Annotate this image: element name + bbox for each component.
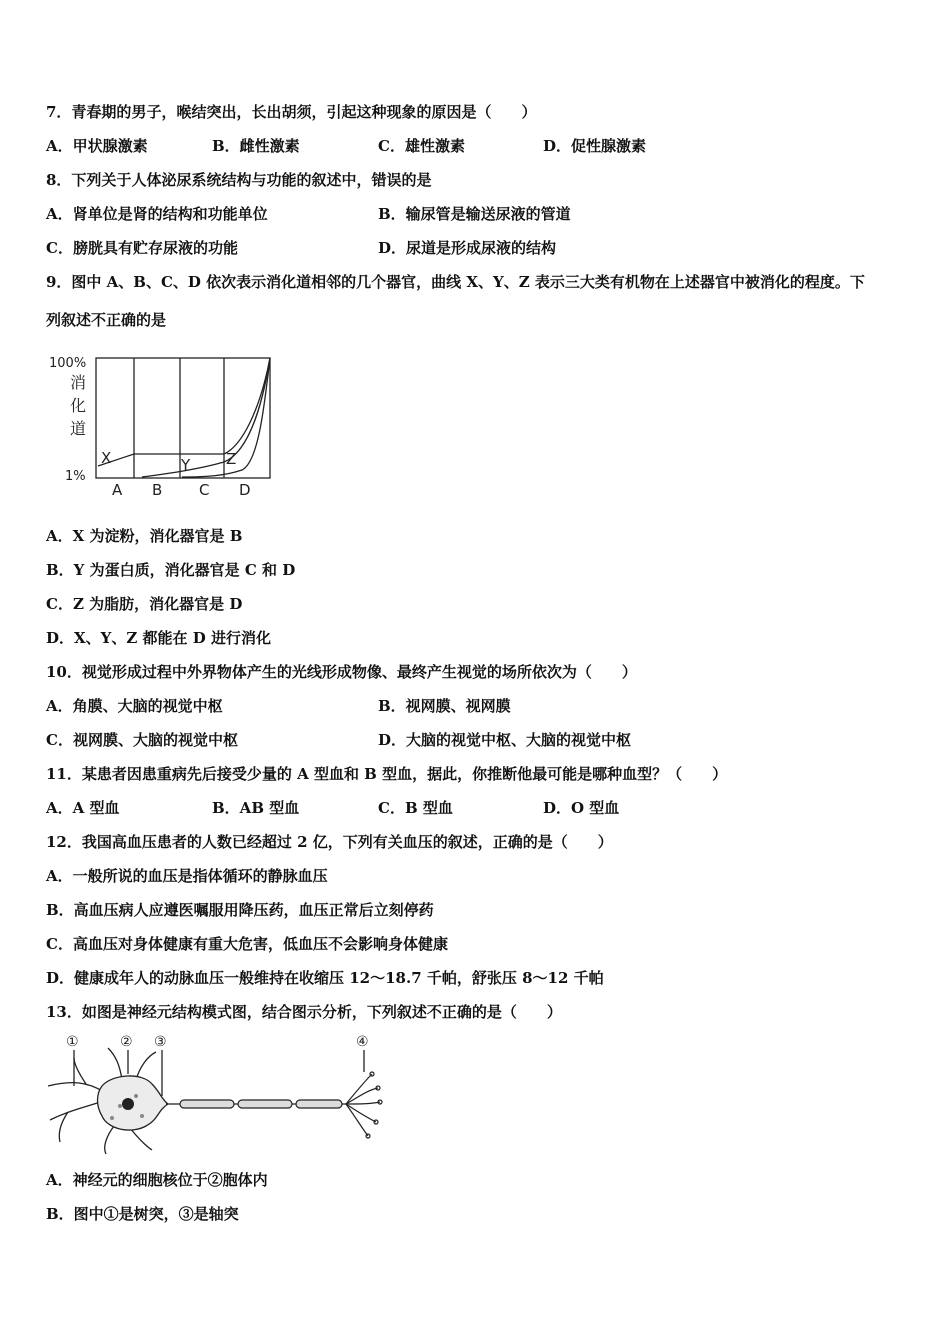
dendrite-5 [105,1126,114,1154]
q11-stem: 11．某患者因患重病先后接受少量的 A 型血和 B 型血，据此，你推断他最可能是哪种血型？（ ） [46,765,728,783]
q9-option-a: A．X 为淀粉，消化器官是 B [46,527,243,545]
dendrite-8 [136,1052,156,1080]
myelin-segment-3 [296,1100,342,1108]
q10-stem: 10．视觉形成过程中外界物体产生的光线形成物像、最终产生视觉的场所依次为（ ） [46,663,637,681]
q9-option-c: C．Z 为脂肪，消化器官是 D [46,595,243,613]
q7-option-c: C．雄性激素 [378,137,465,155]
curve-label-z: Z [226,450,237,468]
q13-option-a: A．神经元的细胞核位于②胞体内 [46,1171,268,1189]
q12-option-d: D．健康成年人的动脉血压一般维持在收缩压 12～18.7 千帕，舒张压 8～12 千帕 [46,969,604,987]
q7-option-a: A．甲状腺激素 [46,137,148,155]
q13-stem: 13．如图是神经元结构模式图，结合图示分析，下列叙述不正确的是（ ） [46,1003,562,1021]
q11-option-a: A．A 型血 [46,799,120,817]
q9-option-d: D．X、Y、Z 都能在 D 进行消化 [46,629,271,647]
curve-x [98,358,270,466]
nucleus [122,1098,134,1110]
y-axis-char-1: 消 [70,373,87,392]
y-top-label: 100% [49,356,87,371]
y-axis-char-3: 道 [70,419,87,438]
q12-option-a: A．一般所说的血压是指体循环的静脉血压 [46,867,328,885]
dendrite-7 [108,1048,122,1080]
q12-stem: 12．我国高血压患者的人数已经超过 2 亿，下列有关血压的叙述，正确的是（ ） [46,833,613,851]
organ-label-a: A [112,481,123,499]
q10-option-b: B．视网膜、视网膜 [378,697,511,715]
q13-option-b: B．图中①是树突，③是轴突 [46,1205,239,1223]
dendrite-6 [130,1128,152,1150]
q10-option-c: C．视网膜、大脑的视觉中枢 [46,731,238,749]
organ-label-c: C [199,481,210,499]
q12-option-b: B．高血压病人应遵医嘱服用降压药，血压正常后立刻停药 [46,901,434,919]
axon-terminals [346,1072,382,1138]
q8-option-a: A．肾单位是肾的结构和功能单位 [46,205,268,223]
q9-stem-line2: 列叙述不正确的是 [46,311,167,329]
neuron-label-4: ④ [356,1034,369,1050]
q9-stem-line1: 9．图中 A、B、C、D 依次表示消化道相邻的几个器官，曲线 X、Y、Z 表示三大类有机物在上述器官中被消化的程度。下 [46,273,865,291]
neuron-label-2: ② [120,1034,133,1050]
q10-option-a: A．角膜、大脑的视觉中枢 [46,697,223,715]
curve-label-y: Y [181,456,191,474]
q7-option-d: D．促性腺激素 [543,137,647,155]
q8-option-b: B．输尿管是输送尿液的管道 [378,205,571,223]
q8-option-d: D．尿道是形成尿液的结构 [378,239,557,257]
q11-option-c: C．B 型血 [378,799,453,817]
dendrite-4 [59,1112,68,1142]
q9-option-b: B．Y 为蛋白质，消化器官是 C 和 D [46,561,296,579]
q10-option-d: D．大脑的视觉中枢、大脑的视觉中枢 [378,731,632,749]
neuron-label-3: ③ [154,1034,167,1050]
myelin-segment-2 [238,1100,292,1108]
curve-label-x: X [101,449,112,467]
q8-option-c: C．膀胱具有贮存尿液的功能 [46,239,238,257]
y-bottom-label: 1% [65,469,86,484]
digestion-graph [46,350,286,502]
y-axis-char-2: 化 [70,396,87,415]
q7-option-b: B．雌性激素 [212,137,300,155]
q8-stem: 8．下列关于人体泌尿系统结构与功能的叙述中，错误的是 [46,171,432,189]
q11-option-b: B．AB 型血 [212,799,300,817]
q12-option-c: C．高血压对身体健康有重大危害，低血压不会影响身体健康 [46,935,448,953]
dendrite-1 [48,1083,104,1092]
q11-option-d: D．O 型血 [543,799,620,817]
organ-label-b: B [152,481,163,499]
neuron-diagram [46,1030,386,1160]
dendrite-2 [74,1058,86,1084]
q7-stem: 7．青春期的男子，喉结突出，长出胡须，引起这种现象的原因是（ ） [46,103,537,121]
neuron-label-1: ① [66,1034,79,1050]
myelin-segment-1 [180,1100,234,1108]
organ-label-d: D [239,481,251,499]
